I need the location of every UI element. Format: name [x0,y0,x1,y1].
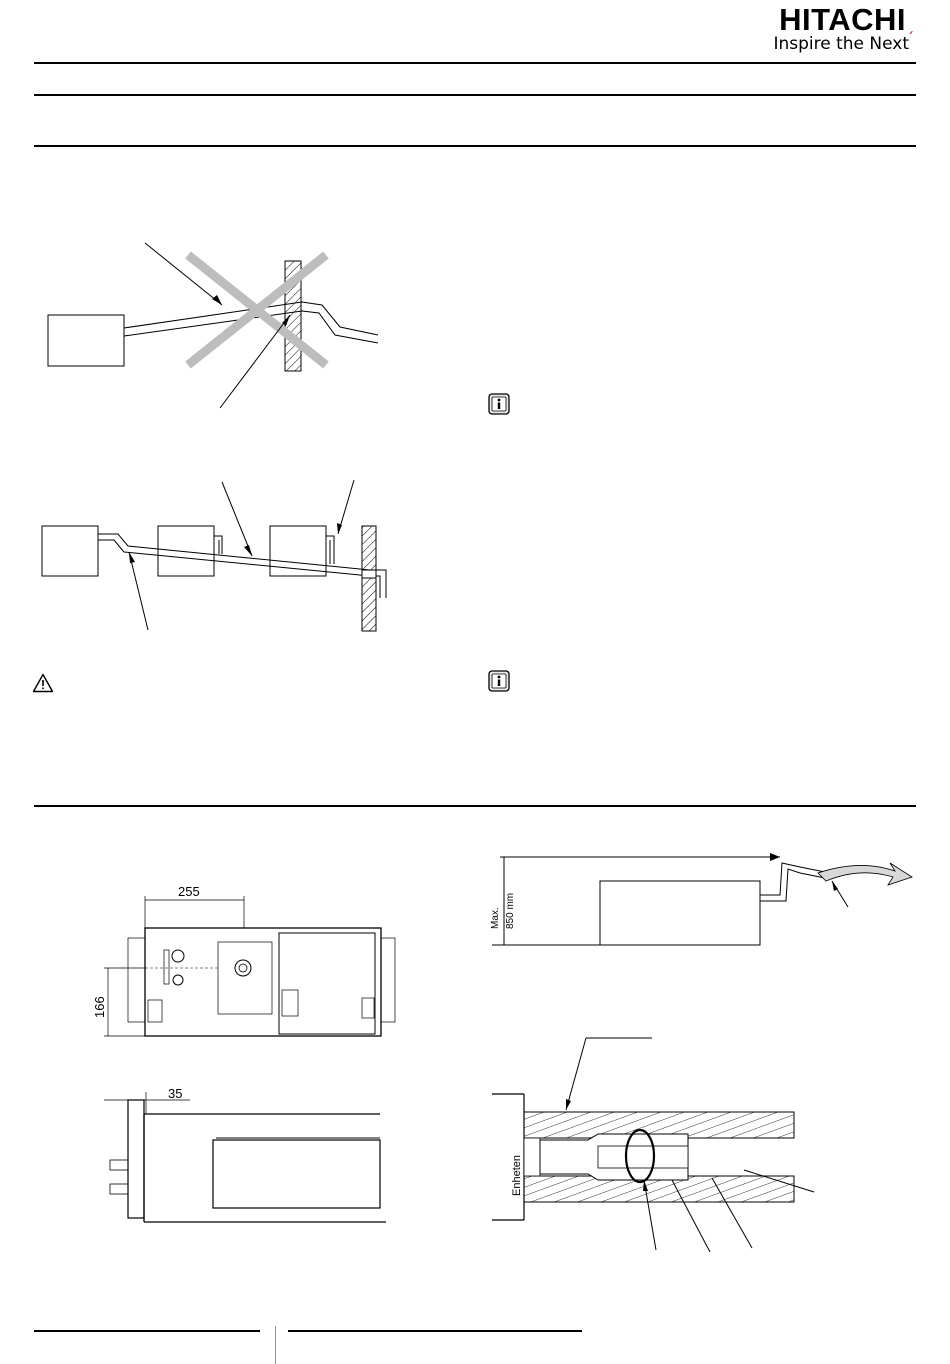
section-rule-1 [34,94,916,96]
brand-logo: HITACHI [779,2,906,37]
dimension-width: 255 [178,884,200,899]
indoor-unit [158,526,214,576]
warning-icon [32,673,54,698]
footer-divider [275,1326,276,1364]
leader-line [222,482,252,556]
leader-line [129,552,148,630]
dimension-offset: 35 [168,1086,183,1101]
leader-line [566,1038,586,1110]
tagline-mark: ´ [907,31,914,47]
indoor-unit [600,881,760,945]
indoor-unit [48,315,124,366]
correct-drain-diagram [38,478,398,638]
dimension-height: 166 [92,996,107,1018]
max-value: 850 mm [505,892,516,929]
drain-connection-diagram [488,1030,828,1260]
footer-rule-left [34,1330,260,1332]
info-icon [488,393,510,420]
unit-side-view [100,1082,390,1232]
incorrect-drain-diagram [40,235,385,415]
info-icon [488,670,510,697]
tagline-text: Inspire the Next [773,34,909,54]
footer-rule-right [288,1330,582,1332]
indoor-unit [42,526,98,576]
brand-tagline [773,31,914,54]
unit-top-view [90,880,410,1045]
section-rule-2 [34,145,916,147]
header-rule [34,62,916,64]
max-height-diagram [480,845,920,955]
max-label: Max. [490,907,501,929]
section-rule-3 [34,805,916,807]
units-label: Enheten [511,1155,523,1196]
